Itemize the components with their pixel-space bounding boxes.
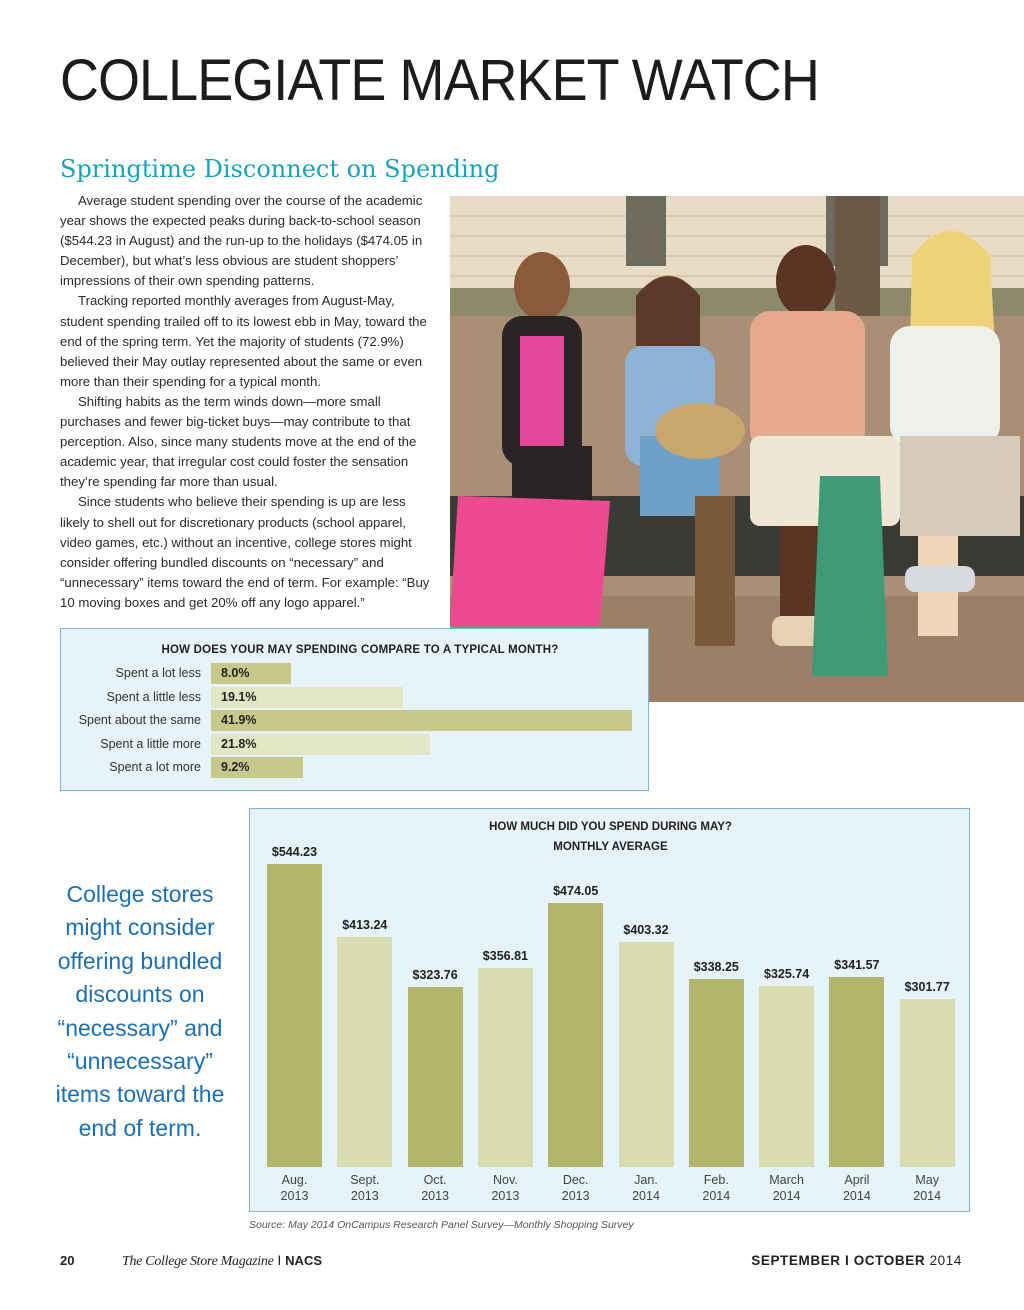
- month-axis-label: [892, 1172, 962, 1204]
- month-bar: [337, 937, 392, 1167]
- month-value-label: $341.57: [834, 957, 880, 972]
- article-body: [60, 191, 438, 613]
- chart-source-note: Source: May 2014 OnCampus Research Panel Survey—Monthly Shopping Survey: [249, 1219, 634, 1231]
- article-paragraph: Since students who believe their spending is up are less likely to shell out for discretionary products (school apparel, video games, etc.) without an incentive, college stores might consider offering bundled discounts on “necessary” and “unnecessary” items toward the end of term. For example: “Buy 10 moving boxes and get 20% off any logo apparel.”: [60, 494, 430, 610]
- spending-comparison-chart: [60, 628, 649, 791]
- month-value-label: $544.23: [271, 845, 318, 859]
- comparison-value-label: 21.8%: [221, 736, 257, 751]
- month-year: 2013: [561, 1189, 590, 1203]
- footer-year: 2014: [929, 1253, 962, 1268]
- month-axis-label: [822, 1172, 892, 1204]
- month-name: Aug.: [281, 1173, 308, 1187]
- comparison-category-label: Spent about the same: [78, 713, 201, 727]
- month-value-label: $325.74: [764, 966, 810, 981]
- month-name: Dec.: [562, 1173, 589, 1187]
- footer-page-number: 20: [60, 1253, 75, 1268]
- article-paragraph: Shifting habits as the term winds down—more small purchases and fewer big-ticket buys—may contribute to that perception. Also, since many students move at the end of the academic year, that irregular cost could foster the sensation they’re spending far more than usual.: [60, 393, 417, 490]
- footer-month-a: SEPTEMBER: [751, 1253, 841, 1268]
- section-subtitle: Springtime Disconnect on Spending: [60, 155, 500, 183]
- month-bar: [829, 977, 884, 1167]
- footer-org: NACS: [285, 1253, 323, 1268]
- month-name: Oct.: [423, 1173, 447, 1187]
- month-axis-label: [541, 1172, 611, 1204]
- month-bar: [689, 979, 744, 1167]
- month-name: May: [915, 1173, 939, 1187]
- page-title: COLLEGIATE MARKET WATCH: [60, 48, 819, 113]
- month-value-label: $413.24: [342, 917, 388, 932]
- month-year: 2013: [491, 1189, 520, 1203]
- month-year: 2013: [421, 1189, 449, 1203]
- month-name: Jan.: [634, 1173, 658, 1187]
- comparison-bar: [211, 710, 632, 731]
- month-value-label: $301.77: [904, 979, 950, 994]
- month-value-label: $356.81: [482, 949, 528, 964]
- footer-month-b: OCTOBER: [853, 1253, 926, 1268]
- students-photo-image: [450, 196, 1024, 702]
- footer-issue-separator: I: [845, 1253, 850, 1268]
- month-axis-label: [400, 1172, 470, 1204]
- month-year: 2014: [913, 1189, 942, 1203]
- comparison-category-label: Spent a lot more: [109, 760, 201, 774]
- footer-magazine-name: The College Store Magazine: [122, 1254, 274, 1269]
- month-value-label: $323.76: [412, 967, 458, 982]
- month-bar: [478, 968, 533, 1167]
- comparison-category-label: Spent a little more: [100, 736, 201, 751]
- comparison-category-label: Spent a little less: [106, 689, 201, 704]
- month-year: 2013: [350, 1189, 379, 1203]
- footer-separator: I: [277, 1252, 282, 1268]
- monthly-chart-subtitle: MONTHLY AVERAGE: [553, 841, 668, 853]
- article-paragraph: Tracking reported monthly averages from August-May, student spending trailed off to its lowest ebb in May, toward the end of the spring term. Yet the majority of students (72.9%) believed their May outlay represented about the same or even more than their spending for a typical month.: [60, 293, 427, 389]
- month-axis-label: [260, 1172, 330, 1204]
- month-value-label: $474.05: [553, 884, 599, 899]
- monthly-chart-title: HOW MUCH DID YOU SPEND DURING MAY?: [489, 821, 732, 833]
- month-name: Nov.: [493, 1173, 518, 1187]
- month-year: 2014: [702, 1189, 731, 1203]
- comparison-value-label: 9.2%: [221, 760, 250, 774]
- month-axis-label: [611, 1172, 681, 1204]
- month-bar: [759, 986, 814, 1167]
- footer-magazine: [122, 1252, 322, 1270]
- month-year: 2014: [632, 1189, 660, 1203]
- month-year: 2014: [772, 1189, 801, 1203]
- month-value-label: $403.32: [623, 923, 669, 938]
- month-year: 2014: [842, 1189, 871, 1203]
- students-photo: [450, 196, 1024, 702]
- comparison-value-label: 41.9%: [221, 713, 257, 727]
- monthly-spending-chart: [249, 808, 970, 1212]
- month-name: April: [844, 1173, 870, 1187]
- month-year: 2013: [280, 1189, 309, 1203]
- month-axis-label: [752, 1172, 822, 1204]
- month-name: Feb.: [703, 1173, 729, 1187]
- month-bar: [619, 942, 674, 1167]
- comparison-category-label: Spent a lot less: [115, 666, 201, 680]
- month-axis-label: [681, 1172, 751, 1204]
- month-name: March: [769, 1173, 804, 1187]
- month-bar: [408, 987, 463, 1167]
- comparison-chart-title: HOW DOES YOUR MAY SPENDING COMPARE TO A TYPICAL MONTH?: [161, 644, 559, 656]
- comparison-value-label: 19.1%: [221, 689, 257, 704]
- comparison-value-label: 8.0%: [221, 666, 250, 680]
- article-paragraph: Average student spending over the course of the academic year shows the expected peaks during back-to-school season ($544.23 in August) and the run-up to the holidays ($474.05 in December), but what’s less obvious are student shoppers’ impressions of their own spending patterns.: [60, 193, 423, 289]
- month-value-label: $338.25: [693, 959, 739, 974]
- month-axis-label: [330, 1172, 400, 1204]
- month-bar: [548, 903, 603, 1167]
- footer-issue-date: [751, 1253, 962, 1268]
- month-axis-label: [470, 1172, 540, 1204]
- month-bar: [900, 999, 955, 1167]
- month-name: Sept.: [350, 1173, 380, 1187]
- pull-quote: College stores might consider offering bundled discounts on “necessary” and “unnecessary” items toward the end of term.: [55, 881, 225, 1141]
- month-bar: [267, 864, 322, 1167]
